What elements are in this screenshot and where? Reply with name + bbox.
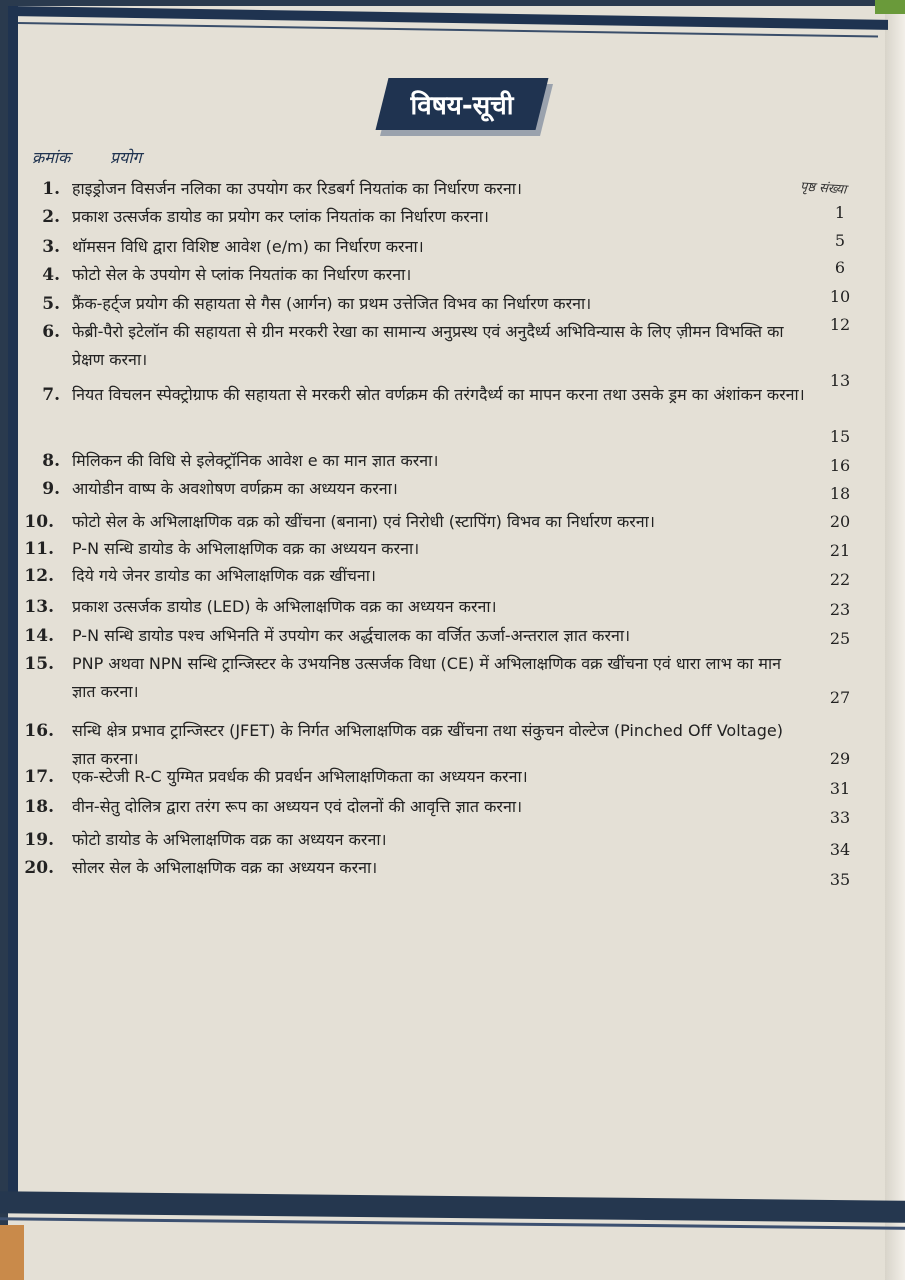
- entry-number: 10.: [24, 512, 54, 532]
- entry-title: सन्धि क्षेत्र प्रभाव ट्रान्जिस्टर (JFET) के निर्गत अभिलाक्षणिक वक्र खींचना तथा संकुचन वोल्टेज (Pinched Off Voltage) ज्ञात करना।: [72, 721, 783, 768]
- entry-number: 18.: [24, 797, 54, 817]
- entry-page-number: 15: [829, 427, 851, 446]
- entry-page-number: 29: [829, 749, 851, 768]
- entry-page-number: 35: [829, 870, 851, 889]
- entry-page-number: 12: [829, 315, 851, 334]
- page-title: विषय-सूची: [410, 91, 514, 121]
- entry-title: मिलिकन की विधि से इलेक्ट्रॉनिक आवेश e का मान ज्ञात करना।: [72, 451, 439, 470]
- entry-number: 20.: [24, 858, 54, 878]
- entry-page-number: 1: [834, 203, 846, 222]
- entry-number: 4.: [42, 265, 60, 285]
- entry-title: एक-स्टेजी R-C युग्मित प्रवर्धक की प्रवर्धन अभिलाक्षणिकता का अध्ययन करना।: [72, 767, 528, 786]
- entry-page-number: 33: [829, 808, 851, 827]
- entry-title: थॉमसन विधि द्वारा विशिष्ट आवेश (e/m) का निर्धारण करना।: [72, 237, 424, 256]
- entry-number: 11.: [24, 539, 54, 559]
- entry-number: 6.: [42, 322, 60, 342]
- entry-number: 14.: [24, 626, 54, 646]
- background-foliage: [875, 0, 905, 14]
- entry-number: 9.: [42, 479, 60, 499]
- entry-number: 13.: [24, 597, 54, 617]
- entry-page-number: 6: [834, 258, 846, 277]
- entry-page-number: 34: [829, 840, 851, 859]
- entry-page-number: 5: [834, 231, 846, 250]
- page-edge: [885, 0, 905, 1280]
- entry-number: 17.: [24, 767, 54, 787]
- entry-page-number: 18: [829, 484, 851, 503]
- entry-page-number: 10: [829, 287, 851, 306]
- entry-page-number: 20: [829, 512, 851, 531]
- entry-page-number: 22: [829, 570, 851, 589]
- entry-title: फोटो सेल के अभिलाक्षणिक वक्र को खींचना (बनाना) एवं निरोधी (स्टापिंग) विभव का निर्धारण करना।: [72, 512, 655, 531]
- entry-page-number: 31: [829, 779, 851, 798]
- serial-header: क्रमांक: [32, 148, 71, 167]
- entry-number: 1.: [42, 179, 60, 199]
- entry-page-number: 23: [829, 600, 851, 619]
- entry-title: सोलर सेल के अभिलाक्षणिक वक्र का अध्ययन करना।: [72, 858, 378, 877]
- entry-title: PNP अथवा NPN सन्धि ट्रान्जिस्टर के उभयनिष्ठ उत्सर्जक विधा (CE) में अभिलाक्षणिक वक्र खींचना एवं धारा लाभ का मान ज्ञात करना।: [72, 654, 782, 701]
- entry-number: 2.: [42, 207, 60, 227]
- entry-number: 16.: [24, 721, 54, 741]
- entry-title: प्रकाश उत्सर्जक डायोड (LED) के अभिलाक्षणिक वक्र का अध्ययन करना।: [72, 597, 497, 616]
- entry-title: दिये गये जेनर डायोड का अभिलाक्षणिक वक्र खींचना।: [72, 566, 376, 585]
- entry-title: आयोडीन वाष्प के अवशोषण वर्णक्रम का अध्ययन करना।: [72, 479, 398, 498]
- entry-page-number: 21: [829, 541, 851, 560]
- entry-page-number: 16: [829, 456, 851, 475]
- entry-number: 3.: [42, 237, 60, 257]
- entry-number: 5.: [42, 294, 60, 314]
- entry-page-number: 25: [829, 629, 851, 648]
- entry-title: फेब्री-पैरो इटेलॉन की सहायता से ग्रीन मरकरी रेखा का सामान्य अनुप्रस्थ एवं अनुदैर्ध्य अभिविन्यास के लिए ज़ीमन विभक्ति का प्रेक्षण करना।: [72, 322, 784, 369]
- entry-title: फोटो सेल के उपयोग से प्लांक नियतांक का निर्धारण करना।: [72, 265, 412, 284]
- entry-number: 12.: [24, 566, 54, 586]
- entry-title: नियत विचलन स्पेक्ट्रोग्राफ की सहायता से मरकरी स्रोत वर्णक्रम की तरंगदैर्ध्य का मापन करना तथा उसके ड्रम का अंशांकन करना।: [72, 385, 805, 404]
- entry-title: वीन-सेतु दोलित्र द्वारा तरंग रूप का अध्ययन एवं दोलनों की आवृत्ति ज्ञात करना।: [72, 797, 523, 816]
- entry-number: 8.: [42, 451, 60, 471]
- entry-title: P-N सन्धि डायोड के अभिलाक्षणिक वक्र का अध्ययन करना।: [72, 539, 420, 558]
- entry-title: फोटो डायोड के अभिलाक्षणिक वक्र का अध्ययन करना।: [72, 830, 387, 849]
- entry-number: 7.: [42, 385, 60, 405]
- entry-title: प्रकाश उत्सर्जक डायोड का प्रयोग कर प्लांक नियतांक का निर्धारण करना।: [72, 207, 489, 226]
- entry-title: हाइड्रोजन विसर्जन नलिका का उपयोग कर रिडबर्ग नियतांक का निर्धारण करना।: [72, 179, 522, 198]
- entry-number: 19.: [24, 830, 54, 850]
- experiment-header: प्रयोग: [110, 148, 142, 167]
- entry-page-number: 13: [829, 371, 851, 390]
- entry-number: 15.: [24, 654, 54, 674]
- page-number-header: पृष्ठ संख्या: [799, 179, 847, 198]
- entry-title: P-N सन्धि डायोड पश्च अभिनति में उपयोग कर अर्द्धचालक का वर्जित ऊर्जा-अन्तराल ज्ञात करना।: [72, 626, 631, 645]
- table-corner: [0, 1225, 24, 1280]
- entry-page-number: 27: [829, 688, 851, 707]
- entry-title: फ्रैंक-हर्ट्ज प्रयोग की सहायता से गैस (आर्गन) का प्रथम उत्तेजित विभव का निर्धारण करना।: [72, 294, 592, 313]
